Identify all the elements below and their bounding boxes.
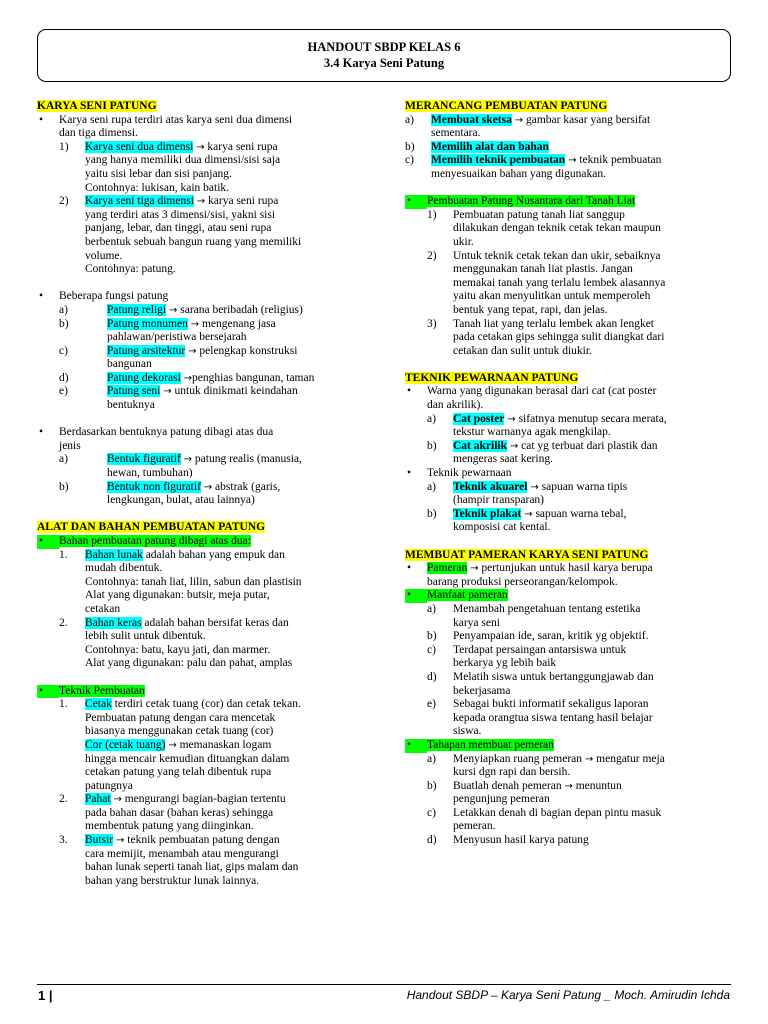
list-item: • Pembuatan Patung Nusantara dari Tanah Liat — [407, 195, 636, 208]
arrow-icon: → — [568, 155, 577, 167]
bullet-icon: • — [405, 195, 427, 209]
term-highlight: Pahat — [85, 793, 111, 806]
arrow-icon: → — [190, 318, 200, 330]
list-item: 1) Pembuatan patung tanah liat sanggup dilakukan dengan teknik cetak tekan maupun ukir. — [427, 208, 661, 248]
arrow-icon: → — [584, 753, 594, 765]
list-item: 2. Bahan keras adalah bahan bersifat keras dan lebih sulit untuk dibentuk. Contohnya: batu, kayu jati, dan marmer. Alat yang digunakan: palu dan pahat, amplas — [59, 616, 293, 670]
bullet-icon: • — [39, 290, 44, 303]
list-item: b) Patung monumen → mengenang jasa pahlawan/peristiwa bersejarah — [59, 317, 276, 344]
list-item: • Teknik pewarnaan — [407, 467, 512, 480]
term-highlight: Membuat sketsa — [431, 113, 512, 126]
term-highlight: Bentuk non figuratif — [107, 480, 201, 493]
arrow-icon: → — [163, 386, 172, 398]
footer-rule — [37, 984, 731, 985]
list-item: c) Letakkan denah di bagian depan pintu masuk pemeran. — [427, 806, 662, 833]
term-highlight: Teknik plakat — [453, 507, 522, 520]
list-item: c) Terdapat persaingan antarsiswa untuk berkarya yg lebih baik — [427, 643, 627, 670]
list-item: b) Bentuk non figuratif → abstrak (garis, lengkungan, bulat, atau lainnya) — [59, 480, 281, 507]
list-item: 2. Pahat → mengurangi bagian-bagian tertentu pada bahan dasar (bahan keras) sehingga membentuk patung yang diinginkan. — [59, 793, 286, 833]
arrow-icon: → — [168, 739, 177, 751]
list-item: a) Cat poster → sifatnya menutup secara merata, tekstur warnanya agak mengkilap. — [427, 412, 667, 439]
arrow-icon: → — [509, 440, 519, 452]
term-highlight: Bentuk figuratif — [107, 453, 181, 466]
left-column — [37, 100, 372, 888]
page-number: 1 | — [38, 988, 53, 1003]
bullet-icon: • — [39, 113, 44, 126]
list-item: 2) Karya seni tiga dimensi → karya seni rupa yang terdiri atas 3 dimensi/sisi, yakni sisi panjang, lebar, dan tinggi, atau seni rupa berbentuk sebuah bangun ruang yang memiliki volume. Contohnya: patung. — [59, 195, 302, 276]
arrow-icon: → — [564, 780, 573, 792]
arrow-icon: → — [188, 345, 197, 357]
right-column — [405, 100, 733, 848]
list-item: d) Melatih siswa untuk bertanggungjawab dan bekerjasama — [427, 670, 654, 697]
list-item: e) Patung seni → untuk dinikmati keindahan bentuknya — [59, 385, 298, 412]
bullet-icon: • — [37, 535, 59, 549]
bullet-icon: • — [405, 589, 427, 603]
term-highlight: Patung seni — [107, 385, 161, 398]
term-highlight: Patung monumen — [107, 317, 188, 330]
list-item: d) Patung dekorasi →penghias bangunan, taman — [59, 371, 315, 384]
list-item: • Manfaat pameran — [407, 589, 508, 602]
arrow-icon: → — [183, 454, 193, 466]
term-highlight: Teknik akuarel — [453, 480, 528, 493]
section-title-karya-seni-patung: KARYA SENI PATUNG — [37, 100, 157, 112]
term-highlight: Patung religi — [107, 303, 167, 316]
arrow-icon: → — [183, 372, 193, 384]
arrow-icon: → — [507, 413, 516, 425]
list-item: 1) Karya seni dua dimensi → karya seni rupa yang hanya memiliki dua dimensi/sisi saja yaitu sisi lebar dan sisi panjang. Contohnya: lukisan, kain batik. — [59, 140, 281, 194]
list-item: 1. Cetak terdiri cetak tuang (cor) dan cetak tekan. Pembuatan patung dengan cara mencetak biasanya menggunakan cetak tuang (cor) Cor (cetak tuang) → memanaskan logam hingga mencair kemudian dituangkan dalam cetakan patung yang telah dibentuk rupa patungnya — [59, 698, 301, 792]
term-highlight: Patung dekorasi — [107, 371, 181, 384]
list-item: a) Menyiapkan ruang pemeran → mengatur meja kursi dgn rapi dan bersih. — [427, 752, 665, 779]
list-item: • Warna yang digunakan berasal dari cat (cat poster dan akrilik). — [407, 385, 657, 412]
arrow-icon: → — [113, 794, 122, 806]
arrow-icon: → — [203, 481, 213, 493]
list-item: e) Sebagai bukti informatif sekaligus laporan kepada orangtua siswa tentang hasil belajar siswa. — [427, 698, 653, 738]
term-highlight: Cat poster — [453, 412, 505, 425]
arrow-icon: → — [514, 114, 524, 126]
bullet-icon: • — [405, 739, 427, 753]
list-item: c) Patung arsitektur → pelengkap konstruksi bangunan — [59, 344, 298, 371]
list-item: b) Penyampaian ide, saran, kritik yg objektif. — [427, 630, 649, 643]
list-item: 3) Tanah liat yang terlalu lembek akan lengket pada cetakan gips sehingga sulit diangkat dari cetakan dan sulit untuk diukir. — [427, 317, 665, 357]
list-item: • Beberapa fungsi patung — [39, 290, 169, 303]
list-item: 3. Butsir → teknik pembuatan patung dengan cara memijit, menambah atau mengurangi bahan lunak seperti tanah liat, gips malam dan bahan yang berstruktur lunak lainnya. — [59, 834, 299, 887]
term-highlight: Cor (cetak tuang) — [85, 738, 166, 751]
list-item: a) Membuat sketsa → gambar kasar yang bersifat sementara. — [405, 113, 651, 140]
header-title: HANDOUT SBDP KELAS 6 — [307, 40, 461, 54]
arrow-icon: → — [196, 141, 205, 153]
list-item: b) Cat akrilik → cat yg terbuat dari plastik dan mengeras saat kering. — [427, 439, 658, 466]
list-item: 2) Untuk teknik cetak tekan dan ukir, sebaiknya menggunakan tanah liat plastis. Jangan memakai tanah yang terlalu lembek alasannya yaitu akan menyulitkan untuk memperoleh bentuk yang tepat, rapi, dan jelas. — [427, 249, 666, 316]
bullet-icon: • — [407, 385, 412, 398]
section-title-merancang: MERANCANG PEMBUATAN PATUNG — [405, 100, 608, 112]
list-item: b) Buatlah denah pemeran → menuntun pengunjung pemeran — [427, 779, 622, 806]
list-item: c) Memilih teknik pembuatan → teknik pembuatan menyesuaikan bahan yang digunakan. — [405, 154, 662, 180]
term-highlight: Karya seni dua dimensi — [85, 140, 194, 153]
section-title-pameran: MEMBUAT PAMERAN KARYA SENI PATUNG — [405, 548, 649, 561]
list-item: • Bahan pembuatan patung dibagi atas dua: — [39, 535, 251, 547]
arrow-icon: → — [116, 835, 125, 847]
term-highlight: Memilih alat dan bahan — [431, 140, 549, 153]
list-item: a) Bentuk figuratif → patung realis (manusia, hewan, tumbuhan) — [59, 453, 302, 480]
term-highlight: Cetak — [85, 698, 112, 711]
arrow-icon: → — [524, 508, 533, 520]
term-highlight: Butsir — [85, 834, 114, 847]
list-item: • Pameran → pertunjukan untuk hasil karya berupa barang produksi perseorangan/kelompok. — [407, 562, 653, 588]
list-item: • Tahapan membuat pemeran — [407, 738, 554, 751]
list-item: • Teknik Pembuatan — [39, 684, 145, 697]
list-item: b) Memilih alat dan bahan — [405, 140, 549, 153]
manfaat-list — [405, 603, 733, 739]
section-title-alat-dan-bahan: ALAT DAN BAHAN PEMBUATAN PATUNG — [37, 521, 266, 534]
section-title-pewarnaan: TEKNIK PEWARNAAN PATUNG — [405, 371, 579, 384]
arrow-icon: → — [196, 196, 206, 208]
bullet-icon: • — [407, 467, 412, 480]
term-highlight: Memilih teknik pembuatan — [431, 154, 566, 167]
list-item: b) Teknik plakat → sapuan warna tebal, komposisi cat kental. — [427, 507, 627, 534]
header-subtitle: 3.4 Karya Seni Patung — [323, 56, 445, 70]
term-highlight: Karya seni tiga dimensi — [85, 195, 194, 208]
header-box — [37, 29, 731, 82]
bullet-icon: • — [407, 562, 412, 575]
bullet-icon: • — [39, 426, 44, 439]
term-highlight: Bahan lunak — [85, 548, 143, 561]
term-highlight: Cat akrilik — [453, 439, 507, 452]
arrow-icon: → — [168, 304, 178, 316]
bullet-icon: • — [37, 685, 59, 699]
arrow-icon: → — [530, 481, 539, 493]
list-item: 1. Bahan lunak adalah bahan yang empuk dan mudah dibentuk. Contohnya: tanah liat, lilin, sabun dan plastisin Alat yang digunakan: butsir, meja putar, cetakan — [59, 548, 302, 615]
arrow-icon: → — [470, 563, 479, 575]
footer-text: Handout SBDP – Karya Seni Patung _ Moch. Amirudin Ichda — [406, 988, 730, 1002]
list-item: a) Menambah pengetahuan tentang estetika karya seni — [427, 602, 641, 629]
list-item: d) Menyusun hasil karya patung — [427, 834, 589, 847]
term-highlight: Bahan keras — [85, 616, 142, 629]
list-item: • Karya seni rupa terdiri atas karya seni dua dimensi dan tiga dimensi. — [39, 113, 293, 140]
list-item: • Berdasarkan bentuknya patung dibagi atas dua jenis — [39, 426, 274, 452]
term-highlight: Patung arsitektur — [107, 344, 186, 357]
term-highlight: Pameran — [427, 562, 468, 575]
list-item: a) Patung religi → sarana beribadah (religius) — [59, 303, 303, 316]
list-item: a) Teknik akuarel → sapuan warna tipis (hampir transparan) — [427, 480, 628, 507]
